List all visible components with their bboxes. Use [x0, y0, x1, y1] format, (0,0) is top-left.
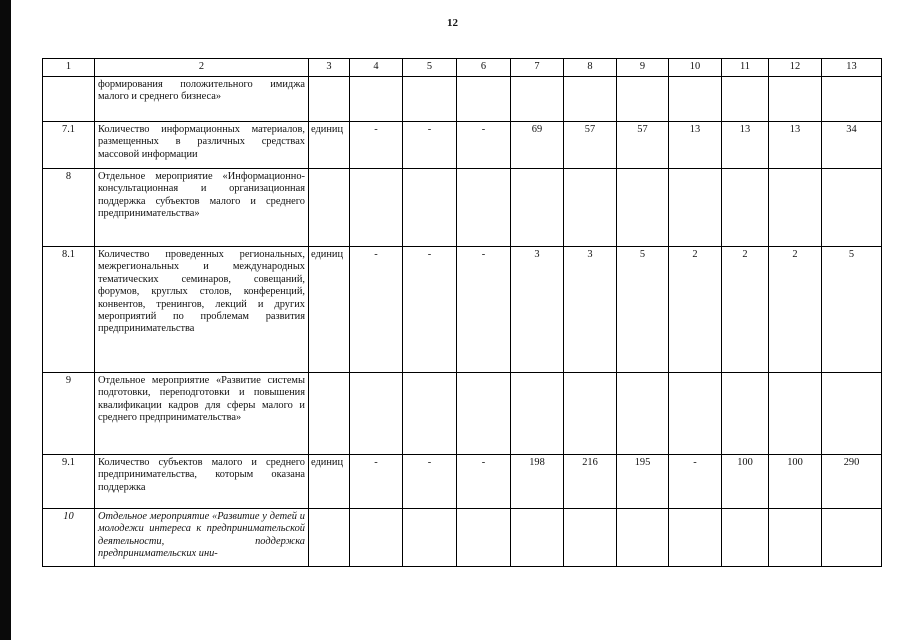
indicator-value: 198 [511, 455, 564, 509]
indicator-value: 2 [669, 247, 722, 373]
row-index: 8.1 [43, 247, 95, 373]
row-index [43, 77, 95, 122]
indicator-value [403, 169, 457, 247]
row-description: Количество проведенных региональных, межрегиональных и международных тематических семинаров, совещаний, форумов, круглых столов, конференций, конвентов, тренингов, лекций и других мероприятий по проблемам развития предпринимательства [95, 247, 309, 373]
indicator-value: 216 [564, 455, 617, 509]
indicator-value: 5 [822, 247, 882, 373]
row-unit [309, 509, 350, 567]
table-row [43, 455, 882, 509]
table-row [43, 77, 882, 122]
indicator-value [822, 169, 882, 247]
indicator-value [822, 373, 882, 455]
row-unit: единиц [309, 122, 350, 169]
indicator-value [511, 169, 564, 247]
indicator-value [617, 169, 669, 247]
table-header-row [43, 59, 882, 77]
indicator-value [617, 509, 669, 567]
indicator-value: 34 [822, 122, 882, 169]
indicator-value [669, 509, 722, 567]
indicator-value [669, 169, 722, 247]
table-row [43, 509, 882, 567]
column-number-header: 2 [95, 59, 309, 77]
row-description: Количество субъектов малого и среднего предпринимательства, которым оказана поддержка [95, 455, 309, 509]
indicator-value: 13 [669, 122, 722, 169]
column-number-header: 3 [309, 59, 350, 77]
row-description: Количество информационных материалов, размещенных в различных средствах массовой информации [95, 122, 309, 169]
indicator-value: 69 [511, 122, 564, 169]
column-number-header: 1 [43, 59, 95, 77]
column-number-header: 13 [822, 59, 882, 77]
indicator-value: 57 [564, 122, 617, 169]
indicator-value: 2 [722, 247, 769, 373]
indicator-value: - [403, 455, 457, 509]
column-number-header: 9 [617, 59, 669, 77]
indicator-value: - [350, 122, 403, 169]
indicator-value [457, 169, 511, 247]
indicator-value [722, 373, 769, 455]
indicator-value [769, 509, 822, 567]
indicator-value [822, 77, 882, 122]
indicators-table [42, 58, 882, 567]
row-unit [309, 373, 350, 455]
indicator-value [564, 77, 617, 122]
indicator-value: - [457, 455, 511, 509]
column-number-header: 5 [403, 59, 457, 77]
column-number-header: 10 [669, 59, 722, 77]
indicator-value [457, 373, 511, 455]
indicator-value: - [669, 455, 722, 509]
row-index: 7.1 [43, 122, 95, 169]
indicator-value [669, 373, 722, 455]
row-index: 9.1 [43, 455, 95, 509]
row-index: 9 [43, 373, 95, 455]
indicator-value [403, 77, 457, 122]
indicator-value [511, 509, 564, 567]
row-unit: единиц [309, 455, 350, 509]
row-unit: единиц [309, 247, 350, 373]
indicator-value: 13 [769, 122, 822, 169]
indicator-value [350, 373, 403, 455]
table-row [43, 169, 882, 247]
indicator-value: 3 [511, 247, 564, 373]
indicator-value: 5 [617, 247, 669, 373]
indicator-value [564, 373, 617, 455]
indicator-value: - [403, 247, 457, 373]
page-binding-edge [0, 0, 11, 640]
row-unit [309, 169, 350, 247]
indicator-value [403, 509, 457, 567]
row-index: 10 [43, 509, 95, 567]
indicator-value [617, 373, 669, 455]
row-description: Отдельное мероприятие «Информационно-консультационная и организационная поддержка субъектов малого и среднего предпринимательства» [95, 169, 309, 247]
indicator-value: 2 [769, 247, 822, 373]
indicator-value [669, 77, 722, 122]
column-number-header: 12 [769, 59, 822, 77]
indicator-value [722, 509, 769, 567]
column-number-header: 8 [564, 59, 617, 77]
indicator-value: 57 [617, 122, 669, 169]
table-row [43, 247, 882, 373]
indicator-value [769, 169, 822, 247]
column-number-header: 4 [350, 59, 403, 77]
indicator-value [511, 373, 564, 455]
indicator-value: - [350, 247, 403, 373]
indicator-value [769, 77, 822, 122]
indicator-value: 100 [722, 455, 769, 509]
indicator-value: 195 [617, 455, 669, 509]
indicator-value: 13 [722, 122, 769, 169]
indicator-value [564, 169, 617, 247]
table-row [43, 122, 882, 169]
indicator-value [350, 77, 403, 122]
indicator-value [769, 373, 822, 455]
row-description: Отдельное мероприятие «Развитие системы подготовки, переподготовки и повышения квалификации кадров для сферы малого и среднего предпринимательства» [95, 373, 309, 455]
indicator-value [457, 509, 511, 567]
indicator-value: - [457, 122, 511, 169]
indicator-value: - [403, 122, 457, 169]
indicator-value [822, 509, 882, 567]
column-number-header: 6 [457, 59, 511, 77]
table-row [43, 373, 882, 455]
row-index: 8 [43, 169, 95, 247]
indicator-value [617, 77, 669, 122]
indicator-value: - [457, 247, 511, 373]
row-description: Отдельное мероприятие «Развитие у детей и молодежи интереса к предпринимательской деятельности, поддержка предпринимательских ини- [95, 509, 309, 567]
indicator-value [350, 169, 403, 247]
indicator-value: 100 [769, 455, 822, 509]
indicator-value: - [350, 455, 403, 509]
indicator-value [722, 77, 769, 122]
indicator-value [457, 77, 511, 122]
indicator-value [564, 509, 617, 567]
indicator-value: 3 [564, 247, 617, 373]
row-unit [309, 77, 350, 122]
column-number-header: 7 [511, 59, 564, 77]
indicator-value [403, 373, 457, 455]
page-number: 12 [447, 17, 458, 29]
indicator-value: 290 [822, 455, 882, 509]
column-number-header: 11 [722, 59, 769, 77]
indicator-value [350, 509, 403, 567]
indicator-value [511, 77, 564, 122]
row-description: формирования положительного имиджа малого и среднего бизнеса» [95, 77, 309, 122]
indicator-value [722, 169, 769, 247]
